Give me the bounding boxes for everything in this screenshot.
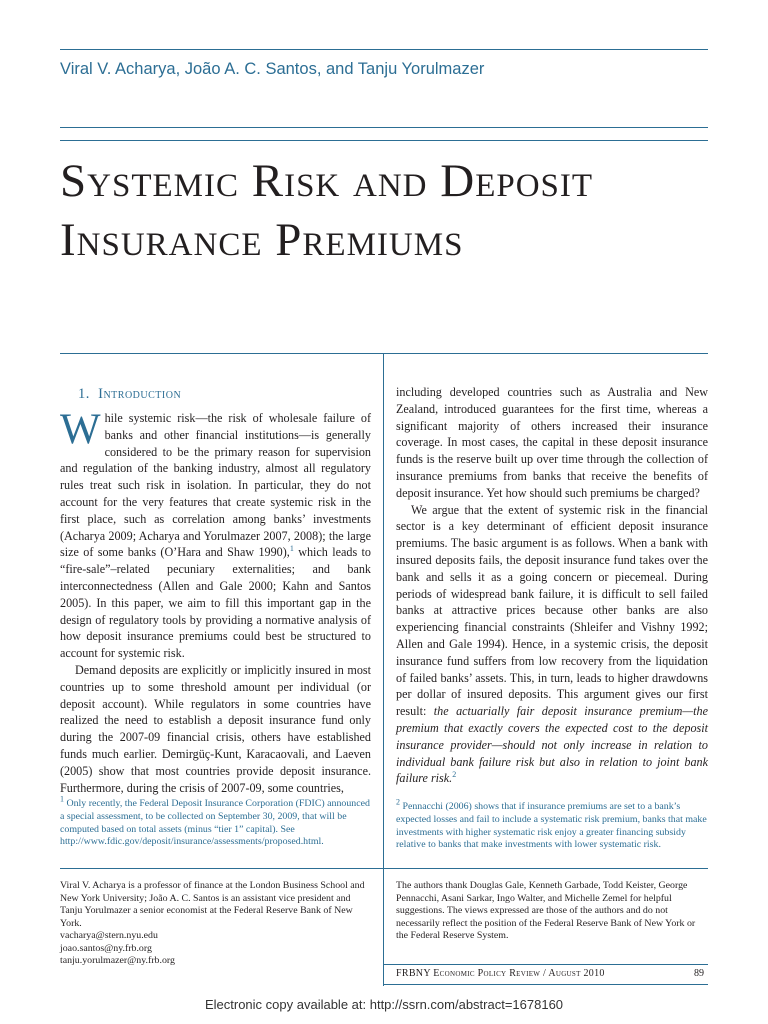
paragraph: including developed countries such as Australia and New Zealand, introduced guarantees for the first time, whereas a significant majority of others increased their insurance coverage. In most cases, the capital in these deposit insurance funds is the reserve built up over time through the collection of insurance premiums from banks that receive the benefits of deposit insurance. Yet how should such premiums be charged?: [396, 385, 708, 500]
right-column: [396, 384, 708, 787]
title-top-rule: [60, 140, 708, 141]
footer-bottom-rule: [383, 984, 708, 985]
footnote-1: [60, 794, 371, 849]
footnote-text: Pennacchi (2006) shows that if insurance premiums are set to a bank’s expected losses and fail to include a systematic risk premium, banks that make investments with higher systematic risk enjoy a greater financing subsidy relative to banks that make investments with lower systematic risk.: [396, 801, 707, 851]
footnote-ref-2[interactable]: 2: [452, 770, 457, 780]
paragraph: Demand deposits are explicitly or implicitly insured in most countries up to some threshold amount per individual (or deposit account). While regulators in some countries have realized the need to establish a deposit insurance fund only during the 2007-09 financial crisis, others have established funds much earlier. Demirgüç-Kunt, Karacaovali, and Laeven (2005) show that most countries provide deposit insurance. Furthermore, during the crisis of 2007-09, some countries,: [60, 662, 371, 795]
paragraph: [396, 502, 708, 788]
journal-name: FRBNY Economic Policy Review / August 2010: [396, 968, 605, 979]
author-bio: [60, 880, 375, 968]
body-top-rule: [60, 353, 708, 354]
section-heading: [78, 386, 371, 403]
bio-text: Viral V. Acharya is a professor of finance at the London Business School and New York University; João A. C. Santos is an assistant vice president and Tanju Yorulmazer a senior economist at the Federal Reserve Bank of New York.: [60, 880, 365, 929]
top-rule: [60, 49, 708, 50]
footnote-mark: 1: [60, 794, 64, 804]
paragraph-text: hile systemic risk—the risk of wholesale failure of banks and other financial institutions—is generally considered to be the primary reason for supervision and regulation of the banking industry, almost all regulatory rules treat such risk in isolation. In particular, they do not account for the very features that create systemic risk in the first place, such as correlation among banks’ investments (Acharya 2009; Acharya and Yorulmazer 2007, 2008); the large size of some banks (O’Hara and Shaw 1990),: [60, 411, 371, 560]
title-line-2: Insurance Premiums: [60, 214, 464, 266]
paragraph-text: We argue that the extent of systemic risk in the financial sector is a key determinant of efficient deposit insurance premiums. The basic argument is as follows. When a bank with insured deposits fails, the deposit insurance fund takes over the bank and sells it as a going concern or piecemeal. During periods of widespread bank failure, it is difficult to sell failed banks at attractive prices because other banks are also experiencing financial constraints (Shleifer and Vishny 1992; Allen and Gale 1994). Hence, in a systemic crisis, the deposit insurance fund suffers from low recovery from the liquidation of failed banks’ assets. This, in turn, leads to higher drawdowns per dollar of insured deposits. This argument gives our first result:: [396, 502, 708, 719]
author-email[interactable]: tanju.yorulmazer@ny.frb.org: [60, 955, 175, 966]
section-number: 1.: [78, 386, 90, 402]
page-number: 89: [694, 968, 704, 979]
footnote-text: Only recently, the Federal Deposit Insurance Corporation (FDIC) announced a special assessment, to be collected on September 30, 2009, that will be computed based on total assets (minus “tier 1” capital). See http://www.fdic.gov/deposit/insurance/assessments/proposed.html.: [60, 798, 370, 848]
authors-bottom-rule: [60, 127, 708, 128]
acknowledgment: The authors thank Douglas Gale, Kenneth Garbade, Todd Keister, George Pennacchi, Asani Sarkar, Ingo Walter, and Michelle Zemel for helpful suggestions. The views expressed are those of the authors and do not necessarily reflect the position of the Federal Reserve Bank of New York or the Federal Reserve System.: [396, 880, 696, 941]
bio-top-rule: [60, 868, 708, 869]
drop-cap: W: [60, 406, 101, 453]
paragraph: [60, 406, 371, 662]
footer-top-rule: [383, 964, 708, 965]
footnote-mark: 2: [396, 797, 400, 807]
left-column: [60, 386, 371, 796]
ssrn-notice: Electronic copy available at: http://ssrn.com/abstract=1678160: [204, 997, 564, 1012]
article-title: [60, 152, 593, 270]
column-divider: [383, 353, 384, 986]
author-email[interactable]: vacharya@stern.nyu.edu: [60, 930, 158, 941]
footnote-ref-1[interactable]: 1: [289, 544, 294, 554]
authors-line: Viral V. Acharya, João A. C. Santos, and Tanju Yorulmazer: [60, 60, 485, 78]
page-footer: [396, 968, 708, 979]
key-result-italic: the actuarially fair deposit insurance premium—the premium that exactly covers the expected cost to the deposit insurance provider—should not only increase in relation to individual bank failure risk but also in relation to joint bank failure risk.: [396, 704, 708, 786]
section-title: Introduction: [98, 386, 182, 402]
footnote-2: [396, 797, 708, 852]
author-email[interactable]: joao.santos@ny.frb.org: [60, 942, 152, 954]
title-line-1: Systemic Risk and Deposit: [60, 155, 594, 207]
paragraph-text: which leads to “fire-sale”–related pecuniary externalities; and bank interconnectedness (Allen and Gale 2000; Kahn and Santos 2005). In this paper, we aim to fill this important gap in the design of regulatory tools by providing a normative analysis of how deposit insurance premiums could best be structured to account for systemic risk.: [60, 545, 371, 661]
